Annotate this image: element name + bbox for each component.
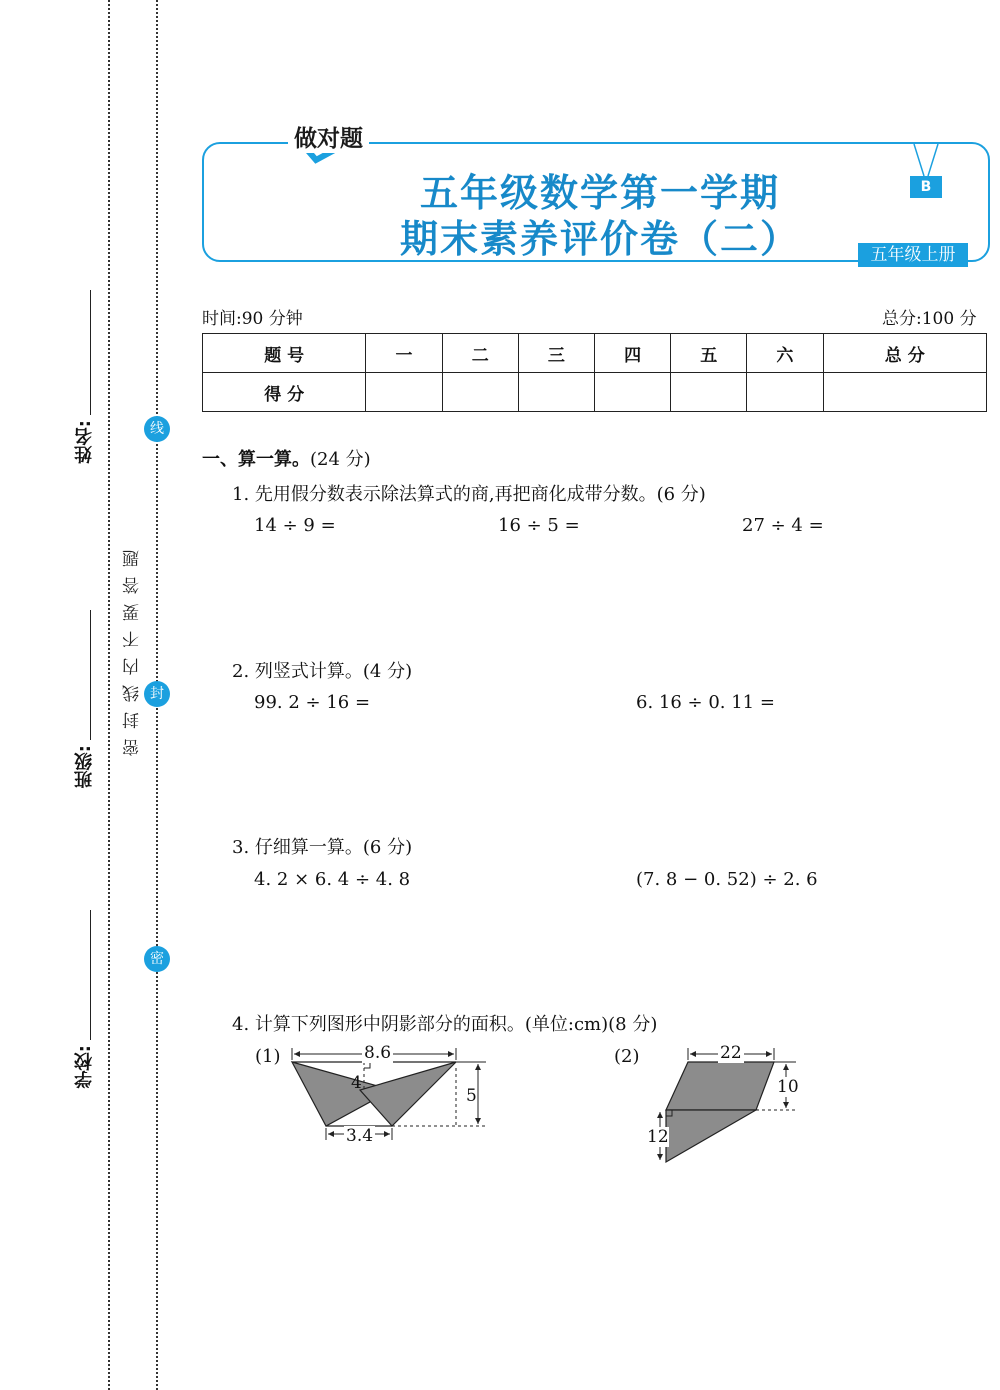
table-row (203, 373, 987, 412)
binding-dotted-line-left (108, 0, 110, 1390)
table-cell: 六 (747, 334, 823, 373)
class-field[interactable] (90, 610, 91, 740)
question-2-expr-a: 99. 2 ÷ 16 = (254, 692, 371, 713)
exam-total-score: 总分:100 分 (882, 309, 977, 329)
class-label: 班级: (74, 745, 95, 789)
question-3-expr-a: 4. 2 × 6. 4 ÷ 4. 8 (254, 869, 411, 890)
figure-1-dim-height-inner: 4 (351, 1073, 362, 1093)
ribbon-strings-icon (910, 144, 942, 178)
table-cell: 二 (442, 334, 518, 373)
figure-1-label: (1) (255, 1046, 281, 1067)
question-3-prompt: 3. 仔细算一算。(6 分) (232, 837, 413, 858)
section-heading (202, 445, 371, 471)
brand-logo: 做对题 (288, 120, 369, 153)
score-input-cell[interactable] (518, 373, 594, 412)
table-cell: 总 分 (823, 334, 987, 373)
question-1-expr-c: 27 ÷ 4 = (742, 515, 824, 536)
figure-2-label: (2) (614, 1046, 640, 1067)
section-points: (24 分) (310, 449, 371, 470)
score-input-cell[interactable] (671, 373, 747, 412)
seal-badge-seal: 封 (144, 681, 170, 707)
table-cell: 得 分 (203, 373, 366, 412)
table-cell: 五 (671, 334, 747, 373)
seal-badge-line: 线 (144, 416, 170, 442)
figure-1-dim-bottom: 3.4 (346, 1126, 374, 1146)
question-2-prompt: 2. 列竖式计算。(4 分) (232, 661, 413, 682)
section-title: 一、算一算。 (202, 449, 310, 470)
table-cell: 题 号 (203, 334, 366, 373)
page-title-line1: 五年级数学第一学期 (419, 171, 780, 215)
question-1-prompt: 1. 先用假分数表示除法算式的商,再把商化成带分数。(6 分) (232, 484, 706, 505)
score-input-cell[interactable] (366, 373, 442, 412)
question-1-expr-a: 14 ÷ 9 = (254, 515, 336, 536)
page-title-line2: 期末素养评价卷（二） (399, 217, 800, 261)
score-input-cell[interactable] (594, 373, 670, 412)
seal-badge-secret: 密 (144, 946, 170, 972)
figure-1-dim-top: 8.6 (364, 1043, 392, 1063)
question-4-prompt: 4. 计算下列图形中阴影部分的面积。(单位:cm)(8 分) (232, 1014, 658, 1035)
score-input-cell[interactable] (747, 373, 823, 412)
figure-1-dim-height-outer: 5 (466, 1086, 477, 1106)
question-1-expr-b: 16 ÷ 5 = (498, 515, 580, 536)
table-cell: 三 (518, 334, 594, 373)
table-row (203, 334, 987, 373)
grade-tag: 五年级上册 (858, 243, 968, 267)
school-label: 学校: (74, 1045, 95, 1089)
figure-2-dim-upper-height: 10 (777, 1077, 799, 1097)
score-input-cell[interactable] (442, 373, 518, 412)
figure-2-dim-top: 22 (720, 1043, 742, 1063)
table-cell: 一 (366, 334, 442, 373)
question-2-expr-b: 6. 16 ÷ 0. 11 = (636, 692, 775, 713)
name-label: 姓名: (74, 420, 95, 464)
exam-time: 时间:90 分钟 (202, 309, 303, 329)
school-field[interactable] (90, 910, 91, 1040)
version-badge: B (910, 176, 942, 198)
name-field[interactable] (90, 290, 91, 415)
score-table (202, 333, 987, 412)
score-input-cell[interactable] (823, 373, 987, 412)
figure-2-dim-lower-height: 12 (647, 1127, 669, 1147)
table-cell: 四 (594, 334, 670, 373)
seal-warning-text: 密封线内不要答题 (123, 540, 143, 756)
question-3-expr-b: (7. 8 − 0. 52) ÷ 2. 6 (636, 869, 818, 890)
